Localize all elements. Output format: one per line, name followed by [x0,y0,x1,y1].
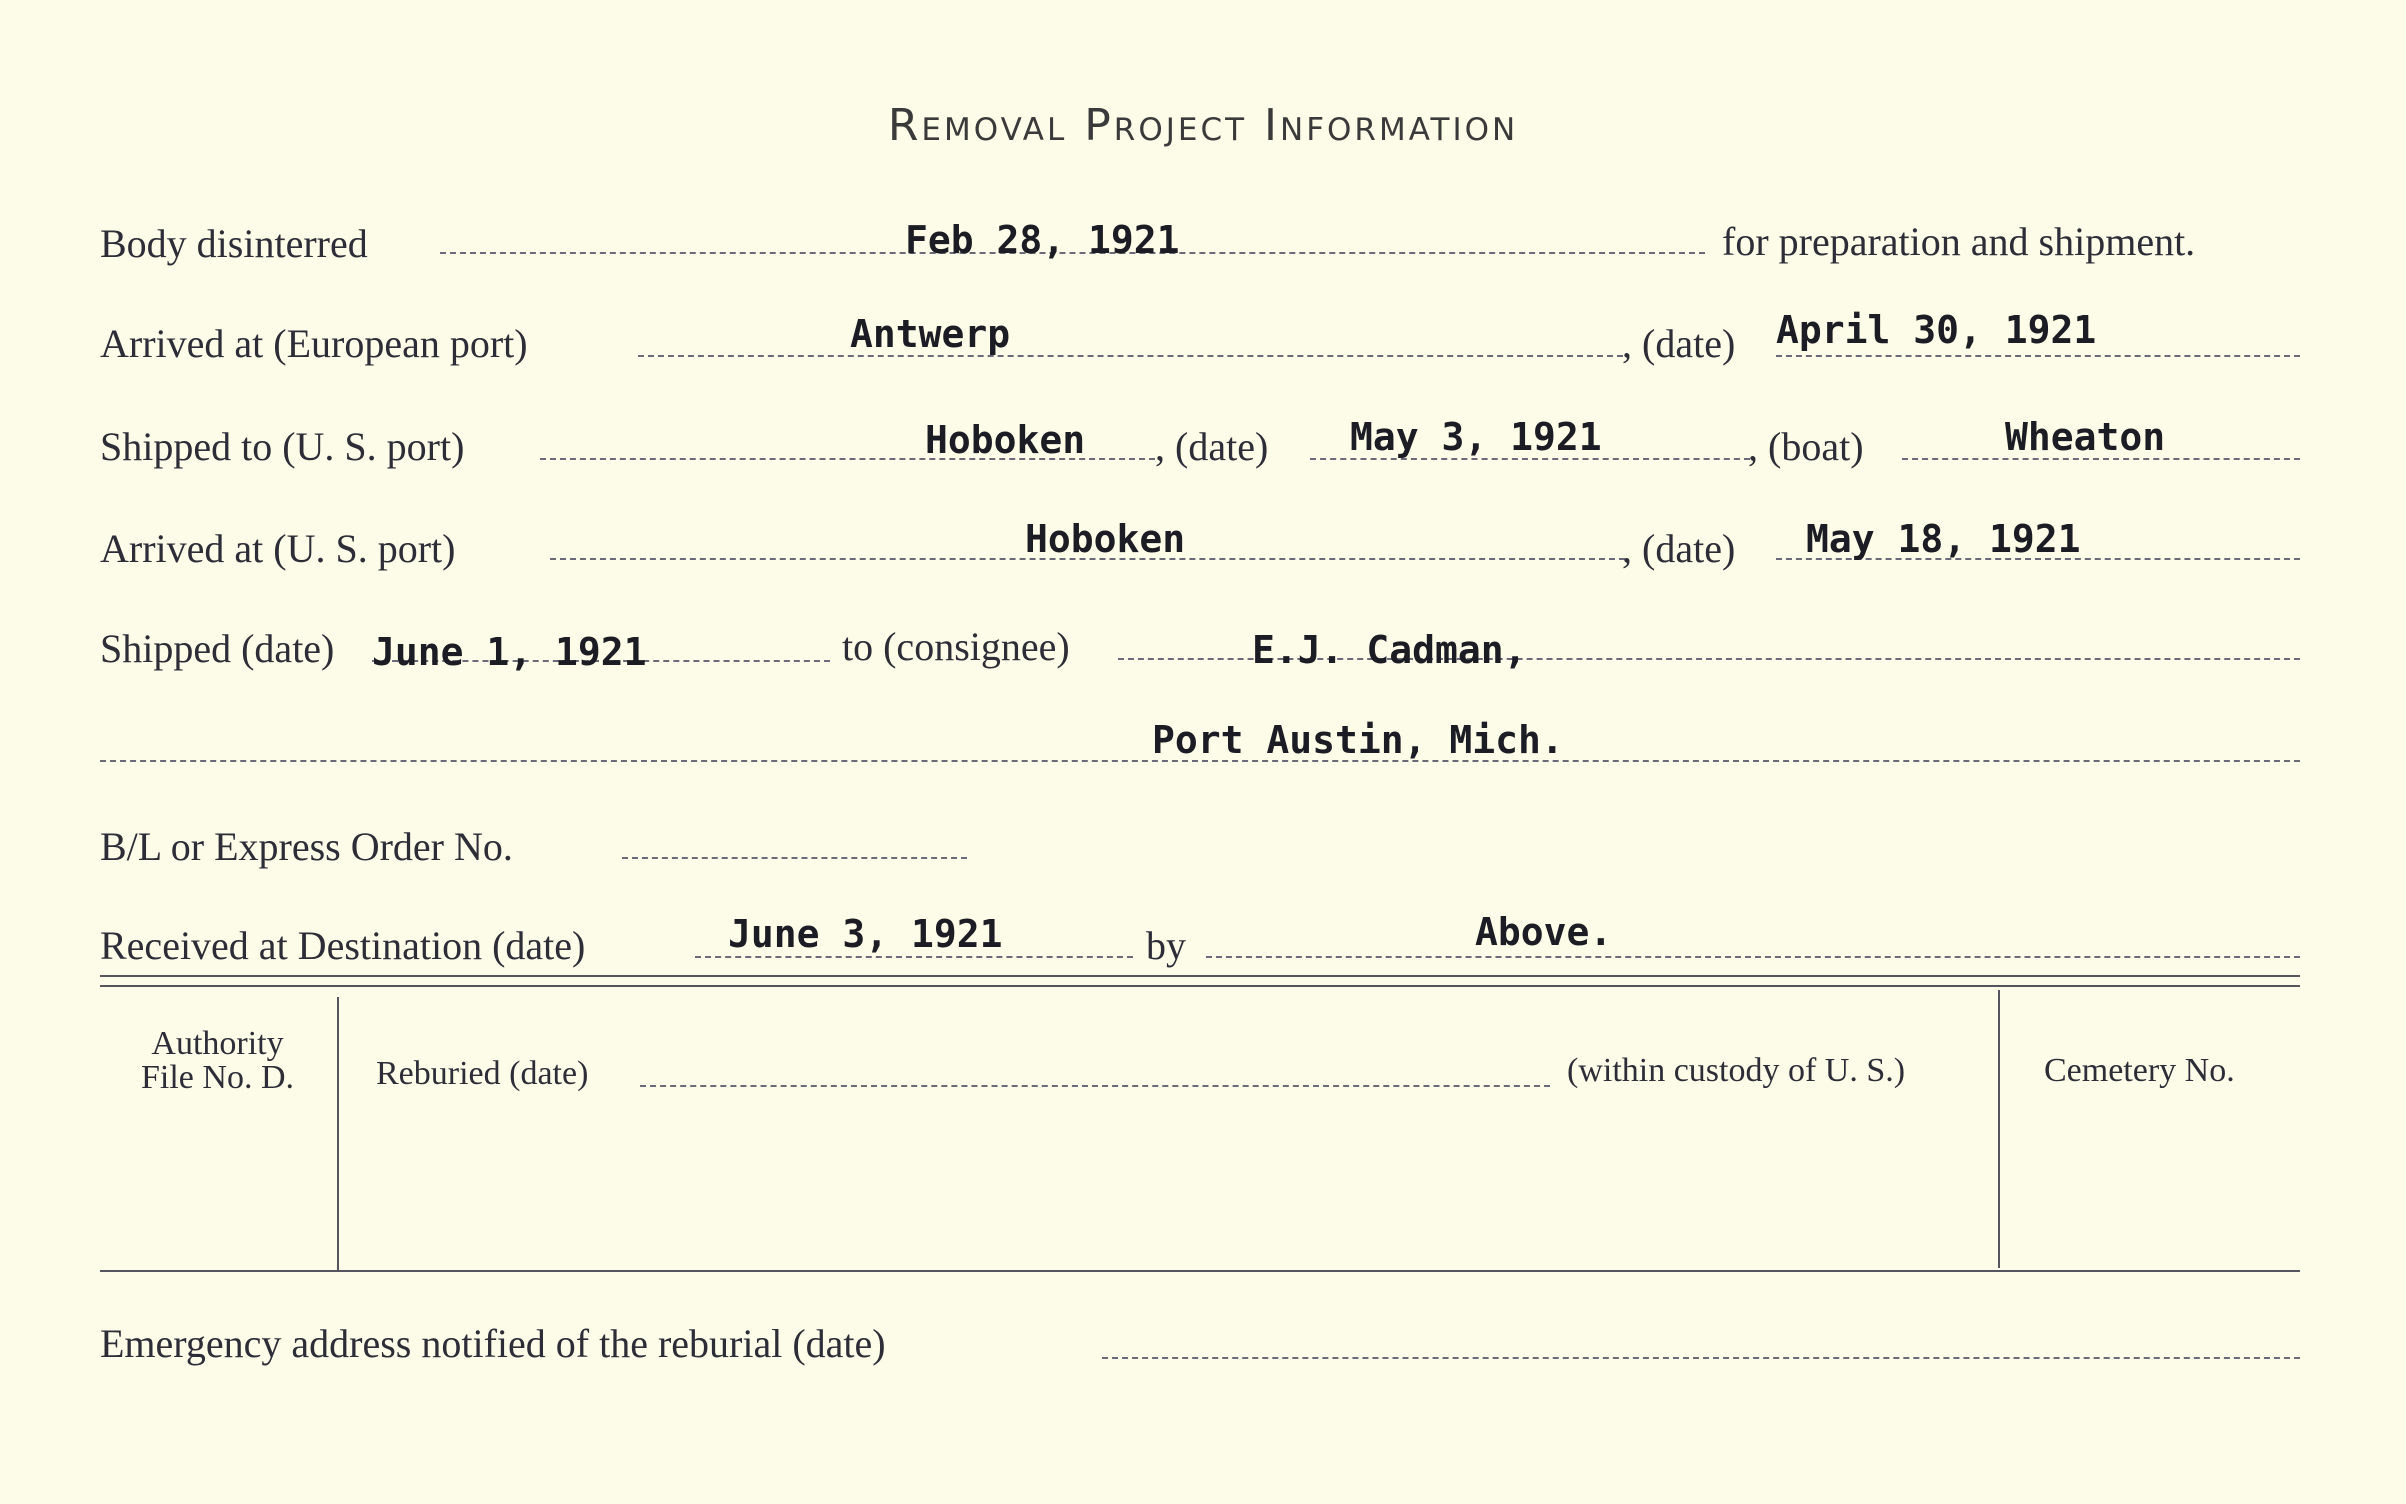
authority-line-2: File No. D. [141,1059,294,1096]
shipped-us-label: Shipped to (U. S. port) [100,424,465,469]
table-divider-left [337,997,339,1272]
cemetery-label: Cemetery No. [2044,1052,2235,1089]
disinterred-suffix: for preparation and shipment. [1722,219,2196,264]
authority-header [105,1027,330,1095]
received-by-label: by [1146,923,1186,968]
custody-label: (within custody of U. S.) [1567,1052,1906,1089]
table-top-rule-1 [100,975,2300,977]
arrived-europe-value: Antwerp [850,312,1011,356]
received-date: June 3, 1921 [728,912,1003,956]
shipped-us-date: May 3, 1921 [1350,415,1602,459]
shipped-us-date-label: , (date) [1155,424,1269,469]
arrived-europe-label: Arrived at (European port) [100,321,528,366]
consignee-label: to (consignee) [842,624,1070,669]
consignee-address: Port Austin, Mich. [1152,718,1564,762]
disinterred-label: Body disinterred [100,221,368,266]
shipped-us-value: Hoboken [925,418,1086,462]
shipped-us-boat-label: , (boat) [1748,424,1864,469]
table-top-rule-2 [100,985,2300,987]
received-date-line [695,956,1133,958]
arrived-us-value: Hoboken [1025,517,1186,561]
emergency-label: Emergency address notified of the reburial (date) [100,1321,886,1366]
table-divider-right [1998,990,2000,1268]
arrived-us-label: Arrived at (U. S. port) [100,526,456,571]
arrived-us-date-label: , (date) [1622,526,1736,571]
reburied-label: Reburied (date) [376,1055,589,1092]
table-bottom-rule [100,1270,2300,1272]
received-by-line [1206,956,2300,958]
emergency-line [1102,1357,2300,1359]
arrived-europe-date: April 30, 1921 [1776,308,2097,352]
bl-line [622,857,967,859]
card-title: Removal Project Information [887,100,1519,151]
arrived-us-date: May 18, 1921 [1806,517,2081,561]
received-by: Above. [1475,910,1613,954]
bl-label: B/L or Express Order No. [100,824,513,869]
arrived-europe-line [638,355,1623,357]
reburied-line [640,1085,1550,1087]
arrived-europe-date-label: , (date) [1622,321,1736,366]
arrived-europe-date-line [1776,355,2300,357]
consignee-name: E.J. Cadman, [1252,628,1527,672]
disinterred-value: Feb 28, 1921 [905,218,1180,262]
shipped-date-label: Shipped (date) [100,626,335,671]
received-label: Received at Destination (date) [100,923,586,968]
authority-line-1: Authority [151,1025,284,1062]
shipped-date: June 1, 1921 [372,630,647,674]
shipped-us-boat: Wheaton [2005,415,2166,459]
